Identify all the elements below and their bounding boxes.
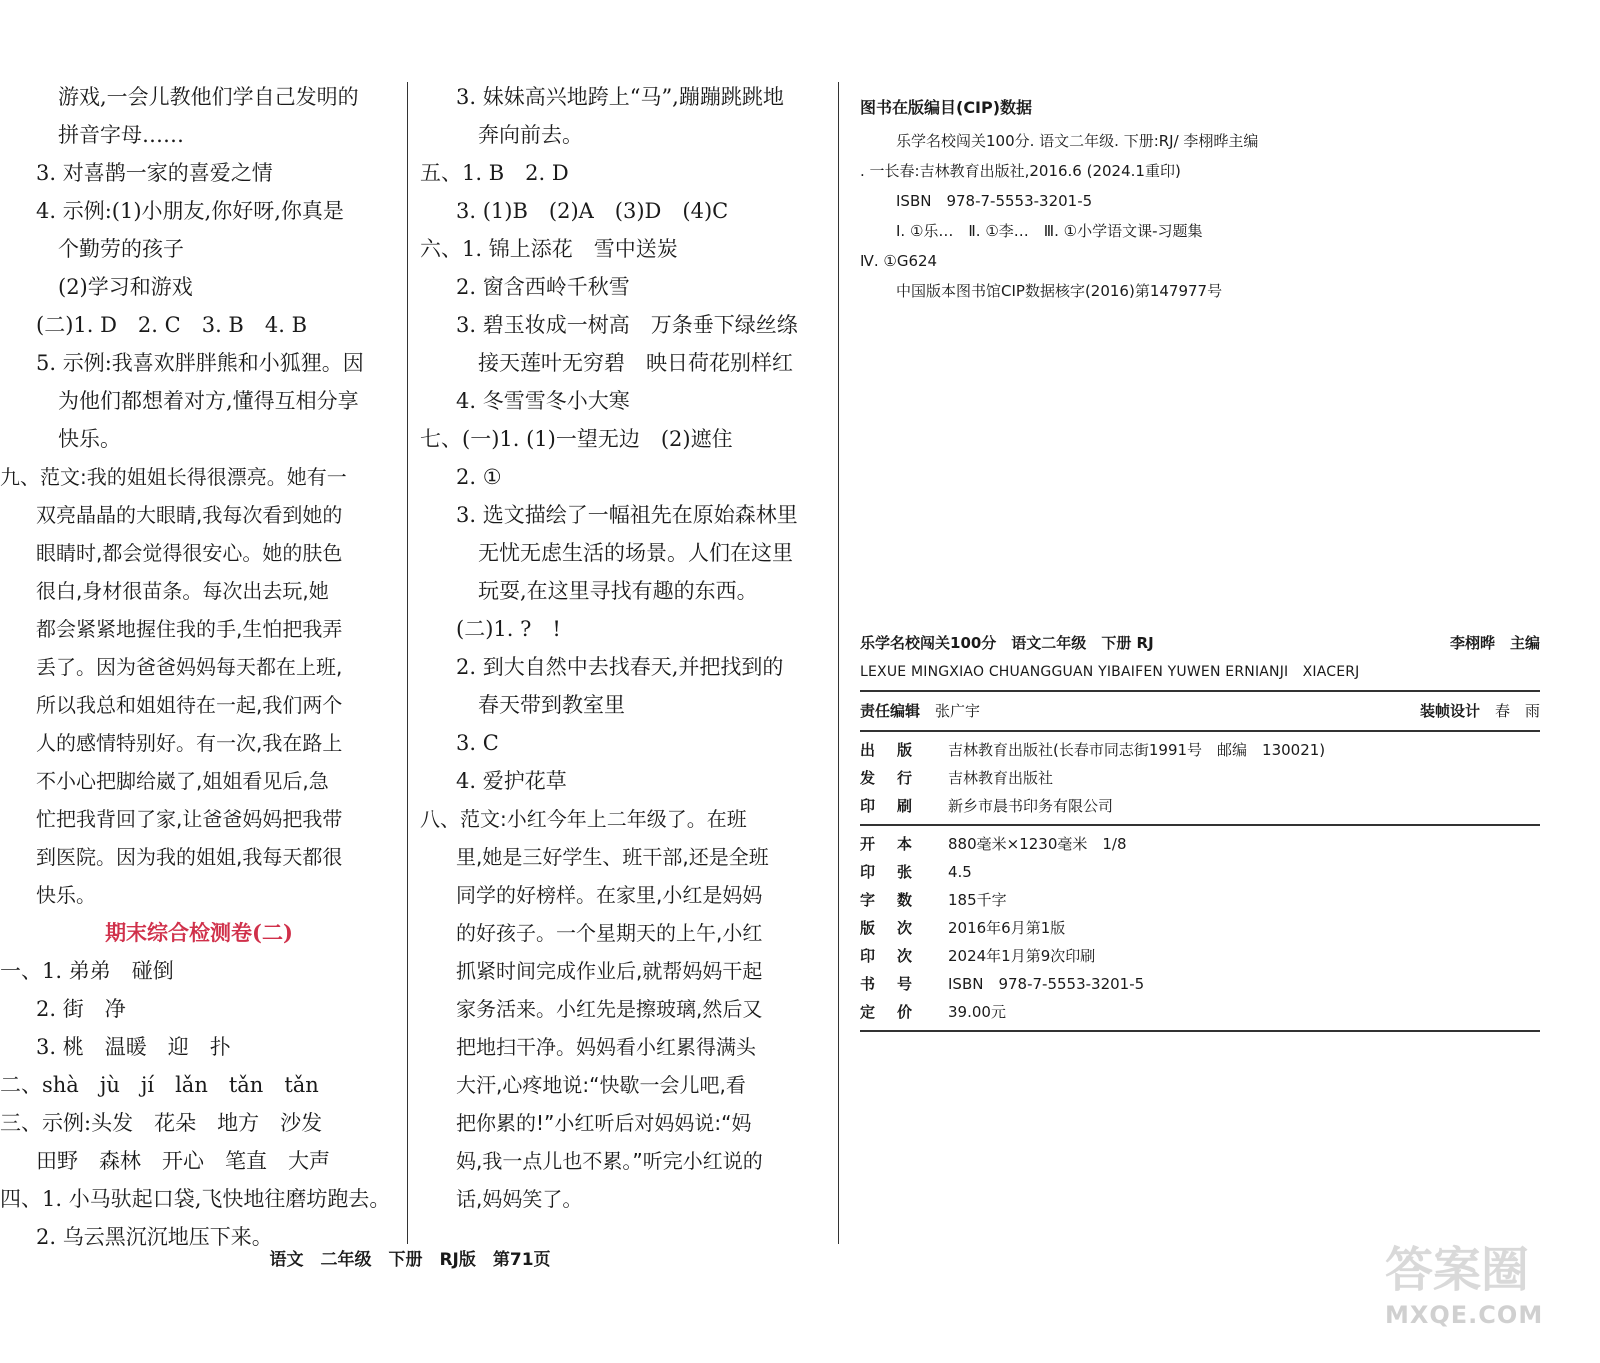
divider [860, 1030, 1540, 1032]
book-title-english: LEXUE MINGXIAO CHUANGGUAN YIBAIFEN YUWEN ERNIANJI XIACERJ [860, 664, 1360, 680]
answer-line: 期末综合检测卷(二) [105, 920, 293, 945]
answer-line: 3. 选文描绘了一幅祖先在原始森林里 [456, 503, 798, 527]
imprint-row [860, 886, 1540, 914]
answer-line: 都会紧紧地握住我的手,生怕把我弄 [36, 617, 343, 641]
imprint-row [860, 970, 1540, 998]
answer-line: 人的感情特别好。有一次,我在路上 [36, 731, 343, 755]
answer-line: 六、1. 锦上添花 雪中送炭 [420, 237, 678, 261]
answer-line: 的好孩子。一个星期天的上午,小红 [456, 921, 763, 945]
answer-line: 4. 冬雪雪冬小大寒 [456, 389, 630, 413]
answer-line: 2. 到大自然中去找春天,并把找到的 [456, 655, 784, 679]
answer-line: 抓紧时间完成作业后,就帮妈妈干起 [456, 959, 763, 983]
divider [860, 690, 1540, 692]
imprint-value: ISBN 978-7-5553-3201-5 [948, 975, 1145, 993]
imprint-row [860, 792, 1540, 820]
imprint-key: 开本 [860, 835, 935, 853]
answer-line: 到医院。因为我的姐姐,我每天都很 [36, 845, 343, 869]
imprint-value: 2024年1月第9次印刷 [948, 947, 1096, 965]
answer-line: 游戏,一会儿教他们学自己发明的 [58, 85, 359, 109]
answer-line: 3. 碧玉妆成一树高 万条垂下绿丝绦 [456, 313, 798, 337]
cip-line: 中国版本图书馆CIP数据核字(2016)第147977号 [896, 282, 1223, 300]
answer-line: 4. 示例:(1)小朋友,你好呀,你真是 [36, 199, 344, 223]
answer-line: 2. ① [456, 465, 502, 489]
resp-editor-label: 责任编辑 [860, 702, 921, 720]
answer-line: (二)1. ? ! [456, 617, 561, 641]
answer-line: 2. 乌云黑沉沉地压下来。 [36, 1225, 273, 1249]
resp-editor: 张广宇 [935, 702, 981, 720]
watermark-url: MXQE.COM [1385, 1301, 1544, 1329]
imprint-value: 4.5 [948, 863, 972, 881]
answer-line: 拼音字母…… [58, 123, 184, 147]
answer-line: 5. 示例:我喜欢胖胖熊和小狐狸。因 [36, 351, 364, 375]
imprint-key: 书号 [860, 975, 935, 993]
imprint-key: 印刷 [860, 797, 935, 815]
answer-line: 三、示例:头发 花朵 地方 沙发 [0, 1111, 323, 1135]
answer-line: 奔向前去。 [478, 123, 583, 147]
page-footer: 语文 二年级 下册 RJ版 第71页 [269, 1250, 551, 1270]
watermark-logo [1385, 1240, 1585, 1355]
answer-line: 大汗,心疼地说:“快歇一会儿吧,看 [456, 1073, 746, 1097]
answer-line: 3. 桃 温暖 迎 扑 [36, 1035, 231, 1059]
answer-line: 忙把我背回了家,让爸爸妈妈把我带 [36, 807, 343, 831]
answer-line: 一、1. 弟弟 碰倒 [0, 959, 174, 983]
imprint-row [860, 998, 1540, 1026]
watermark-text: 答案圈 [1385, 1242, 1530, 1298]
imprint-row [860, 914, 1540, 942]
imprint-block [860, 628, 1540, 1036]
answer-line: 田野 森林 开心 笔直 大声 [36, 1149, 330, 1173]
answer-line: 家务活来。小红先是擦玻璃,然后又 [456, 997, 763, 1021]
imprint-row [860, 764, 1540, 792]
answer-line: 把你累的!”小红听后对妈妈说:“妈 [456, 1111, 752, 1135]
cip-line: ISBN 978-7-5553-3201-5 [896, 192, 1093, 210]
answer-column-1 [0, 78, 398, 1256]
answer-line: 很白,身材很苗条。每次出去玩,她 [36, 579, 329, 603]
imprint-value: 吉林教育出版社 [948, 769, 1054, 787]
imprint-key: 发行 [860, 769, 935, 787]
answer-line: 接天莲叶无穷碧 映日荷花别样红 [478, 351, 793, 375]
answer-line: 4. 爱护花草 [456, 769, 567, 793]
answer-line: 双亮晶晶的大眼睛,我每次看到她的 [36, 503, 343, 527]
imprint-key: 印次 [860, 947, 935, 965]
answer-line: 3. (1)B (2)A (3)D (4)C [456, 199, 729, 223]
spec-info [860, 830, 1540, 1026]
designer: 春 雨 [1494, 702, 1540, 720]
answer-line: 五、1. B 2. D [420, 161, 569, 185]
cip-block [860, 90, 1540, 306]
answer-line: 所以我总和姐姐待在一起,我们两个 [36, 693, 343, 717]
answer-line: (二)1. D 2. C 3. B 4. B [36, 313, 308, 337]
publish-info [860, 736, 1540, 820]
answer-line: 八、范文:小红今年上二年级了。在班 [420, 807, 747, 831]
cip-line: Ⅰ. ①乐… Ⅱ. ①李… Ⅲ. ①小学语文课-习题集 [896, 222, 1203, 240]
divider [860, 824, 1540, 826]
imprint-value: 185千字 [948, 891, 1007, 909]
answer-line: 四、1. 小马驮起口袋,飞快地往磨坊跑去。 [0, 1187, 391, 1211]
answer-line: 春天带到教室里 [478, 693, 625, 717]
cip-lines [860, 126, 1540, 306]
imprint-value: 39.00元 [948, 1003, 1006, 1021]
design-label: 装帧设计 [1419, 702, 1480, 720]
answer-line: 个勤劳的孩子 [58, 237, 184, 261]
cip-title: 图书在版编目(CIP)数据 [860, 98, 1033, 117]
answer-line: 无忧无虑生活的场景。人们在这里 [478, 541, 793, 565]
imprint-value: 2016年6月第1版 [948, 919, 1066, 937]
answer-line: 同学的好榜样。在家里,小红是妈妈 [456, 883, 763, 907]
answer-line: 二、shà jù jí lǎn tǎn tǎn [0, 1073, 319, 1097]
answer-line: 3. 对喜鹊一家的喜爱之情 [36, 161, 273, 185]
answer-line: (2)学习和游戏 [58, 275, 193, 299]
cip-line: . 一长春:吉林教育出版社,2016.6 (2024.1重印) [860, 162, 1181, 180]
answer-line: 里,她是三好学生、班干部,还是全班 [456, 845, 769, 869]
answer-line: 眼睛时,都会觉得很安心。她的肤色 [36, 541, 343, 565]
answer-column-2 [420, 78, 828, 1218]
answer-line: 为他们都想着对方,懂得互相分享 [58, 389, 359, 413]
imprint-row [860, 736, 1540, 764]
cip-line: Ⅳ. ①G624 [860, 252, 938, 270]
answer-line: 不小心把脚给崴了,姐姐看见后,急 [36, 769, 329, 793]
imprint-key: 版次 [860, 919, 935, 937]
answer-line: 快乐。 [58, 427, 121, 451]
column-divider [838, 82, 839, 1244]
answer-line: 2. 窗含西岭千秋雪 [456, 275, 630, 299]
answer-line: 九、范文:我的姐姐长得很漂亮。她有一 [0, 465, 347, 489]
imprint-title-row [860, 628, 1540, 658]
imprint-key: 印张 [860, 863, 935, 881]
chief-editor: 李栩晔 主编 [1449, 634, 1540, 652]
imprint-key: 字数 [860, 891, 935, 909]
imprint-row [860, 942, 1540, 970]
editor-row [860, 696, 1540, 726]
answer-line: 七、(一)1. (1)一望无边 (2)遮住 [420, 427, 733, 451]
imprint-value: 新乡市晨书印务有限公司 [948, 797, 1114, 815]
answer-line: 丢了。因为爸爸妈妈每天都在上班, [36, 655, 343, 679]
answer-line: 把地扫干净。妈妈看小红累得满头 [456, 1035, 756, 1059]
imprint-key: 出版 [860, 741, 935, 759]
answer-line: 妈,我一点儿也不累。”听完小红说的 [456, 1149, 763, 1173]
answer-line: 2. 街 净 [36, 997, 126, 1021]
answer-line: 3. 妹妹高兴地跨上“马”,蹦蹦跳跳地 [456, 85, 784, 109]
answer-line: 话,妈妈笑了。 [456, 1187, 583, 1211]
answer-line: 快乐。 [36, 883, 96, 907]
answer-line: 玩耍,在这里寻找有趣的东西。 [478, 579, 758, 603]
cip-line: 乐学名校闯关100分. 语文二年级. 下册:RJ/ 李栩晔主编 [896, 132, 1259, 150]
imprint-row [860, 830, 1540, 858]
imprint-value: 880毫米×1230毫米 1/8 [948, 835, 1127, 853]
divider [860, 730, 1540, 732]
book-title: 乐学名校闯关100分 语文二年级 下册 RJ [860, 634, 1154, 652]
answer-line: 3. C [456, 731, 499, 755]
column-divider [407, 82, 408, 1244]
imprint-row [860, 858, 1540, 886]
imprint-key: 定价 [860, 1003, 935, 1021]
imprint-value: 吉林教育出版社(长春市同志街1991号 邮编 130021) [948, 741, 1326, 759]
